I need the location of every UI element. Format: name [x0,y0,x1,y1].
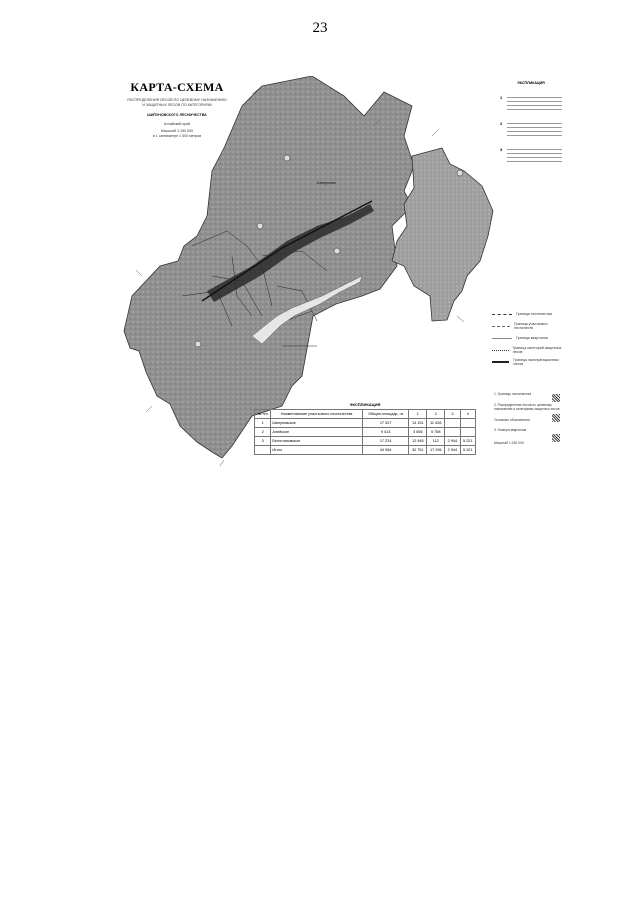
table-cell: 12 945 [409,437,427,446]
table-header-cell: 3 [445,410,460,419]
table-cell: 1 [255,419,271,428]
table-cell: 30 751 [409,446,427,455]
table-cell: 44 964 [362,446,408,455]
symbol-row [492,356,562,368]
district-marker-2 [257,223,263,229]
table-header-cell: Наименование участкового лесничества [271,410,363,419]
region-name: Алтайский край [163,122,191,126]
symbol-row [492,344,562,356]
map-subtitle-line-1: РАСПРЕДЕЛЕНИЯ ЛЕСОВ ПО ЦЕЛЕВОМУ НАЗНАЧЕНИЮ [127,98,227,102]
table-cell: Алейское [271,428,363,437]
legend-title: ЭКСПЛИКАЦИЯ [517,81,545,85]
sheet-footer [494,392,562,446]
table-cell: 112 [427,437,445,446]
table-header-row [255,410,476,419]
table-cell: Итого [271,446,363,455]
map-legend [500,81,562,173]
table-cell: 5 221 [460,446,475,455]
map-scale: Масштаб 1:150 000 [160,129,194,133]
symbol-label: Граница участковых лесничеств [513,322,548,330]
symbol-label: Граница эксплуатационных лесов [513,358,560,366]
symbol-label: Граница категорий защитных лесов [512,346,562,354]
explication-table-block [254,402,476,455]
table-cell: 17 224 [362,437,408,446]
table-cell [255,446,271,455]
map-subtitle-line-2: И ЗАЩИТНЫХ ЛЕСОВ ПО КАТЕГОРИЯМ [142,103,212,107]
symbol-row [492,332,562,344]
footer-line: Масштаб 1:150 000 [494,440,524,445]
table-cell: 5 758 [427,428,445,437]
footer-line: 2. Распределение лесов по целевому назначению и категориям защитных лесов [494,402,560,412]
stamp-icon [552,434,560,442]
symbol-row [492,308,562,320]
map-title-block [112,80,242,139]
forestry-name: ШИПУНОВСКОГО ЛЕСНИЧЕСТВА [147,113,207,117]
table-cell: Белоглазовское [271,437,363,446]
symbol-row [492,320,562,332]
table-header-cell: 2 [427,410,445,419]
legend-item-number: 3 [500,147,503,152]
table-cell [460,419,475,428]
table-cell: 2 [255,428,271,437]
table-cell: 9 413 [362,428,408,437]
table-cell [445,428,460,437]
table-cell: 3 655 [409,428,427,437]
symbol-label: Граница лесничества [516,312,552,316]
district-marker-5 [457,170,463,176]
legend-item-number: 2 [500,121,503,126]
district-marker-4 [334,248,340,254]
table-row [255,437,476,446]
table-header-cell: 4 [460,410,475,419]
legend-item [500,95,562,113]
map-title: КАРТА-СХЕМА [130,80,224,94]
table-cell: 11 426 [427,419,445,428]
table-cell: 17 327 [362,419,408,428]
stamp-icon [552,394,560,402]
page-number: 23 [312,20,328,36]
table-header-cell: Общая площадь, га [362,410,408,419]
table-cell [445,419,460,428]
footer-line: 3. Номера кварталов [494,428,527,433]
legend-item [500,121,562,139]
forest-map-sheet [112,76,564,466]
table-cell: 14 151 [409,419,427,428]
table-cell: 2 944 [445,446,460,455]
map-scale-note: в 1 сантиметре 1 500 метров [152,134,202,138]
explication-table [254,409,476,455]
table-cell: 2 944 [445,437,460,446]
table-row [255,428,476,437]
district-marker-3 [195,341,201,347]
table-cell: 17 296 [427,446,445,455]
table-cell: 3 [255,437,271,446]
district-marker-1 [284,155,290,161]
table-title: ЭКСПЛИКАЦИЯ [349,402,381,407]
table-row [255,446,476,455]
symbol-legend [492,308,562,368]
footer-line: 1. Границы лесничества [494,392,532,396]
settlement-label: Шипуново [317,180,336,185]
symbol-label: Граница кварталов [516,336,548,340]
table-cell: Шипуновское [271,419,363,428]
table-header-cell: 1 [409,410,427,419]
table-row [255,419,476,428]
table-header-cell: № п/п [255,410,271,419]
legend-item [500,147,562,165]
footer-line: Условные обозначения [494,417,530,422]
stamp-icon [552,414,560,422]
table-cell [460,428,475,437]
legend-item-number: 1 [500,95,503,100]
table-cell: 5 221 [460,437,475,446]
